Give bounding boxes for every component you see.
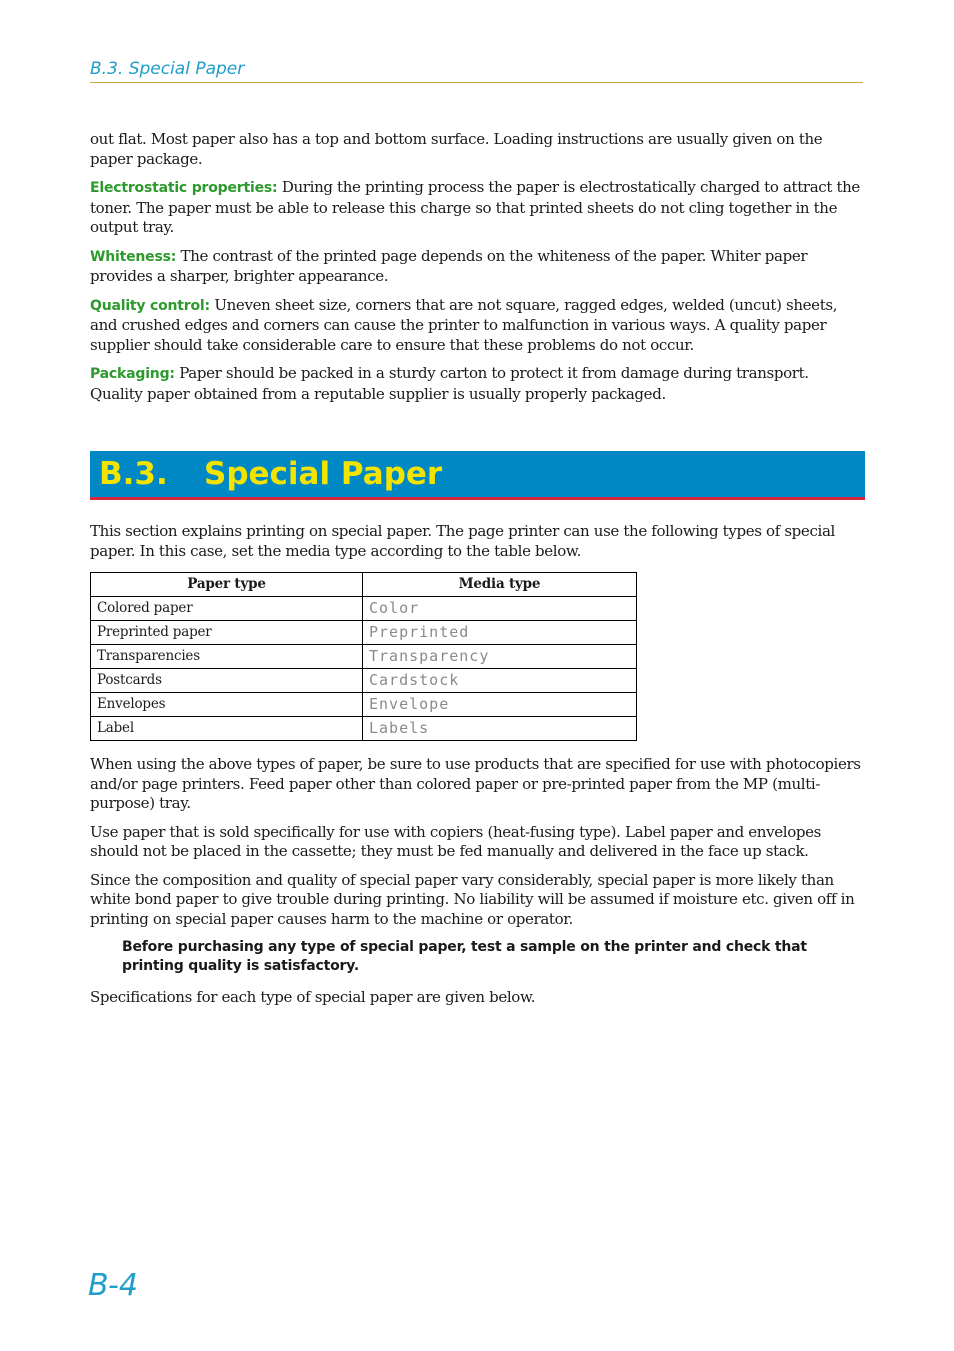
section-heading-bar <box>90 451 865 500</box>
media-type-cell: Color <box>363 597 637 621</box>
paper-type-cell: Preprinted paper <box>91 621 363 645</box>
electrostatic-paragraph <box>90 178 865 238</box>
page-number: B-4 <box>88 1268 138 1303</box>
copier-paper-paragraph: Use paper that is sold specifically for use with copiers (heat-fusing type). Label paper and envelopes should not be placed in the cassette; they must be fed manually and delivered in the face up stack. <box>90 822 822 860</box>
closing-paragraph: Specifications for each type of special paper are given below. <box>90 988 536 1006</box>
section-number: B.3. <box>99 456 168 492</box>
table-row <box>91 669 637 693</box>
table-header-row <box>91 573 637 597</box>
section-intro-paragraph: This section explains printing on special paper. The page printer can use the following types of special paper. In this case, set the media type according to the table below. <box>90 522 835 560</box>
table-row <box>91 621 637 645</box>
packaging-paragraph <box>90 364 865 404</box>
quality-control-paragraph <box>90 296 865 356</box>
media-type-cell: Labels <box>363 717 637 741</box>
media-type-header: Media type <box>363 573 637 597</box>
whiteness-term: Whiteness: <box>90 248 177 265</box>
media-type-cell: Preprinted <box>363 621 637 645</box>
paper-type-cell: Postcards <box>91 669 363 693</box>
paper-type-cell: Transparencies <box>91 645 363 669</box>
table-row <box>91 645 637 669</box>
media-type-cell: Envelope <box>363 693 637 717</box>
table-row <box>91 717 637 741</box>
media-type-cell: Transparency <box>363 645 637 669</box>
running-header: B.3. Special Paper <box>90 58 863 83</box>
usage-paragraph: When using the above types of paper, be sure to use products that are specified for use with photocopiers and/or page printers. Feed paper other than colored paper or pre-printed paper from the MP (multi-purpose) tray. <box>90 755 861 812</box>
media-type-cell: Cardstock <box>363 669 637 693</box>
packaging-term: Packaging: <box>90 366 175 382</box>
page-body <box>90 130 865 1017</box>
caution-note: Before purchasing any type of special paper, test a sample on the printer and check that printing quality is satisfactory. <box>122 939 807 974</box>
paper-type-cell: Envelopes <box>91 693 363 717</box>
paper-type-header: Paper type <box>91 573 363 597</box>
quality-control-term: Quality control: <box>90 297 210 314</box>
liability-paragraph: Since the composition and quality of special paper vary considerably, special paper is more likely than white bond paper to give trouble during printing. No liability will be assumed if moisture etc. given off in printing on special paper causes harm to the machine or operator. <box>90 870 855 928</box>
paper-type-cell: Colored paper <box>91 597 363 621</box>
whiteness-paragraph <box>90 247 865 287</box>
table-row <box>91 597 637 621</box>
electrostatic-term: Electrostatic properties: <box>90 180 278 196</box>
electrostatic-text: During the printing process the paper is electrostatically charged to attract the toner. The paper must be able to release this charge so that printed sheets do not cling together in the output tray. <box>90 178 860 236</box>
intro-paragraph: out flat. Most paper also has a top and bottom surface. Loading instructions are usually given on the paper package. <box>90 130 823 168</box>
section-title: Special Paper <box>204 456 443 492</box>
packaging-text: Paper should be packed in a sturdy carton to protect it from damage during transport. Quality paper obtained from a reputable supplier is usually properly packaged. <box>90 364 809 403</box>
table-row <box>91 693 637 717</box>
whiteness-text: The contrast of the printed page depends on the whiteness of the paper. Whiter paper provides a sharper, brighter appearance. <box>90 246 808 285</box>
quality-control-text: Uneven sheet size, corners that are not square, ragged edges, welded (uncut) sheets, and crushed edges and corners can cause the printer to malfunction in various ways. A quality paper supplier should take considerable care to ensure that these problems do not occur. <box>90 295 838 354</box>
media-type-table <box>90 572 637 741</box>
paper-type-cell: Label <box>91 717 363 741</box>
